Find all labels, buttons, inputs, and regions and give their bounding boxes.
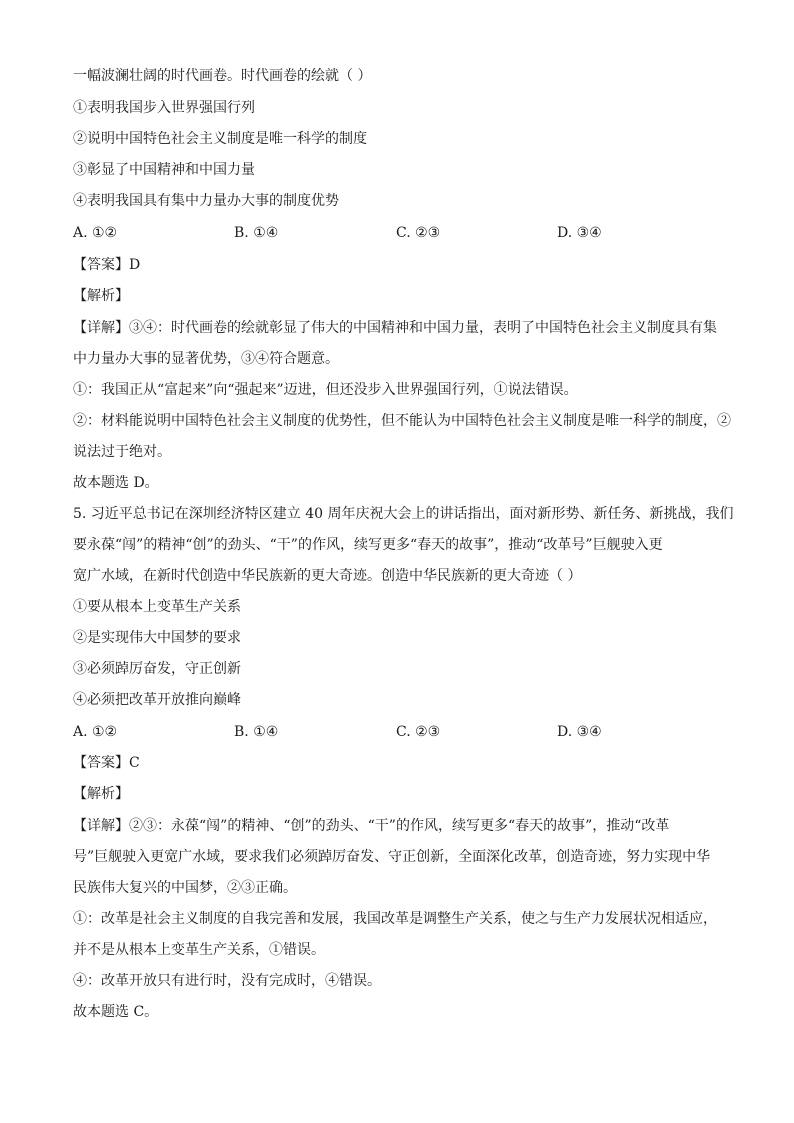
q5-statement-4: ④必须把改革开放推向巅峰 xyxy=(73,692,241,708)
q4-detail-1: 【详解】③④：时代画卷的绘就彰显了伟大的中国精神和中国力量，表明了中国特色社会主义制度具有集 xyxy=(73,320,717,336)
q5-answer-tag: 【答案】 xyxy=(73,755,129,771)
q5-stem-2: 要永葆“闯”的精神“创”的劲头、“干”的作风，续写更多“春天的故事”，推动“改革号”巨舰驶入更 xyxy=(73,537,663,553)
q5-detail-1: 【详解】②③：永葆“闯”的精神、“创”的劲头、“干”的作风，续写更多“春天的故事”，推动“改革 xyxy=(73,818,670,834)
q4-statement-2: ②说明中国特色社会主义制度是唯一科学的制度 xyxy=(73,131,367,147)
q4-statement-3: ③彰显了中国精神和中国力量 xyxy=(73,162,255,178)
q4-detail-2: 中力量办大事的显著优势，③④符合题意。 xyxy=(73,351,339,367)
q4-option-c: C. ②③ xyxy=(396,225,441,241)
q5-analysis-tag: 【解析】 xyxy=(73,786,129,802)
q5-option-d: D. ③④ xyxy=(557,724,602,740)
q5-statement-1: ①要从根本上变革生产关系 xyxy=(73,599,241,615)
q4-answer-line xyxy=(73,255,140,275)
q4-conclusion: 故本题选 D。 xyxy=(73,475,159,491)
q4-option-b: B. ①④ xyxy=(234,225,279,241)
q4-answer-tag: 【答案】 xyxy=(73,257,129,273)
q5-statement-2: ②是实现伟大中国梦的要求 xyxy=(73,630,241,646)
q5-answer-line xyxy=(73,753,140,773)
q4-detail-4: ②：材料能说明中国特色社会主义制度的优势性，但不能认为中国特色社会主义制度是唯一科学的制度，② xyxy=(73,413,731,429)
q4-detail-3: ①：我国正从“富起来”向“强起来”迈进，但还没步入世界强国行列，①说法错误。 xyxy=(73,382,578,398)
q5-detail-3: 民族伟大复兴的中国梦，②③正确。 xyxy=(73,880,297,896)
q5-stem-1: 5. 习近平总书记在深圳经济特区建立 40 周年庆祝大会上的讲话指出，面对新形势、新任务、新挑战，我们 xyxy=(73,506,734,522)
q5-statement-3: ③必须踔厉奋发，守正创新 xyxy=(73,661,241,677)
q4-option-a: A. ①② xyxy=(73,225,118,241)
q5-answer-value: C xyxy=(129,755,140,771)
q5-option-a: A. ①② xyxy=(73,724,118,740)
q4-stem-end: 一幅波澜壮阔的时代画卷。时代画卷的绘就（ ） xyxy=(73,68,372,84)
q4-option-d: D. ③④ xyxy=(557,225,602,241)
q5-stem-3: 宽广水域，在新时代创造中华民族新的更大奇迹。创造中华民族新的更大奇迹（ ） xyxy=(73,568,582,584)
q5-option-b: B. ①④ xyxy=(234,724,279,740)
q4-statement-1: ①表明我国步入世界强国行列 xyxy=(73,100,255,116)
q5-detail-4: ①：改革是社会主义制度的自我完善和发展，我国改革是调整生产关系，使之与生产力发展状况相适应， xyxy=(73,911,717,927)
q4-detail-5: 说法过于绝对。 xyxy=(73,444,171,460)
q4-answer-value: D xyxy=(129,257,141,273)
q5-detail-2: 号”巨舰驶入更宽广水域，要求我们必须踔厉奋发、守正创新，全面深化改革，创造奇迹，努力实现中华 xyxy=(73,849,711,865)
q5-detail-6: ④：改革开放只有进行时，没有完成时，④错误。 xyxy=(73,973,381,989)
q5-option-c: C. ②③ xyxy=(396,724,441,740)
q4-analysis-tag: 【解析】 xyxy=(73,288,129,304)
q4-statement-4: ④表明我国具有集中力量办大事的制度优势 xyxy=(73,193,339,209)
q5-detail-5: 并不是从根本上变革生产关系，①错误。 xyxy=(73,942,325,958)
q5-conclusion: 故本题选 C。 xyxy=(73,1004,159,1020)
